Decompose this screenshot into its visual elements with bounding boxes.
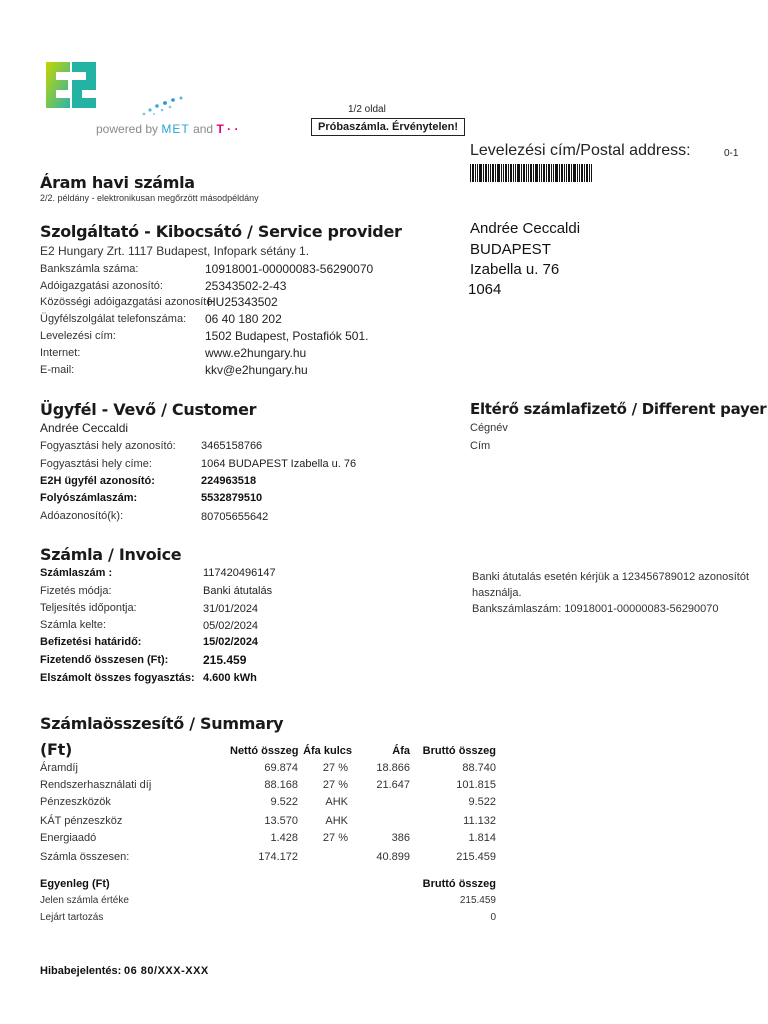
summary-item-name: Energiaadó: [40, 832, 97, 844]
customer-label: Folyószámlaszám:: [40, 492, 138, 504]
provider-label: Bankszámla száma:: [40, 263, 139, 275]
fault-report-phone[interactable]: 06 80/XXX-XXX: [124, 965, 209, 977]
invoice-value: 117420496147: [203, 567, 276, 579]
balance-title: Egyenleg (Ft): [40, 878, 110, 890]
summary-item-name: KÁT pénzeszköz: [40, 815, 123, 827]
summary-header: Nettó összeg: [230, 745, 299, 757]
provider-label: Ügyfélszolgálat telefonszáma:: [40, 313, 187, 325]
invoice-subtitle: 2/2. példány - elektronikusan megőrzött másodpéldány: [40, 193, 259, 203]
customer-label: Fogyasztási hely címe:: [40, 458, 152, 470]
provider-value: 06 40 180 202: [205, 312, 282, 326]
summary-unit: (Ft): [40, 740, 73, 759]
summary-rate: 27 %: [322, 762, 348, 774]
summary-header: Áfa kulcs: [303, 745, 352, 757]
summary-gross: 9.522: [468, 796, 496, 808]
invoice-label: Fizetendő összesen (Ft):: [40, 654, 169, 666]
fault-report-label: Hibabejelentés:: [40, 965, 122, 977]
customer-value: 5532879510: [201, 492, 263, 504]
summary-total-vat: 40.899: [376, 851, 410, 863]
provider-value: 1502 Budapest, Postafiók 501.: [205, 329, 369, 343]
customer-label: E2H ügyfél azonosító:: [40, 475, 155, 487]
provider-title: Szolgáltató - Kibocsátó / Service provider: [40, 222, 402, 241]
postal-address-title: Levelezési cím/Postal address:: [470, 142, 691, 159]
invoice-label: Befizetési határidő:: [40, 636, 142, 648]
summary-total-name: Számla összesen:: [40, 851, 130, 863]
invoice-main-title: Áram havi számla: [40, 173, 195, 192]
customer-label: Adóazonosító(k):: [40, 510, 124, 522]
postal-street: Izabella u. 76: [470, 261, 560, 278]
payer-company: Cégnév: [470, 422, 508, 434]
test-invoice-stamp: Próbaszámla. Érvénytelen!: [311, 118, 465, 136]
provider-address: E2 Hungary Zrt. 1117 Budapest, Infopark sétány 1.: [40, 244, 310, 258]
postal-zip: 1064: [468, 281, 502, 298]
summary-item-name: Rendszerhasználati díj: [40, 779, 152, 791]
customer-label: Fogyasztási hely azonosító:: [40, 440, 176, 452]
summary-rate: AHK: [325, 796, 348, 808]
summary-vat: 18.866: [376, 762, 410, 774]
summary-gross: 88.740: [462, 762, 496, 774]
different-payer-title: Eltérő számlafizető / Different payer: [470, 400, 767, 418]
invoice-label: Elszámolt összes fogyasztás:: [40, 672, 195, 684]
provider-label: Internet:: [40, 347, 81, 359]
summary-total-gross: 215.459: [456, 851, 496, 863]
balance-item-name: Jelen számla értéke: [40, 895, 129, 906]
transfer-note: Banki átutalás esetén kérjük a 123456789012 azonosítót: [472, 571, 750, 583]
summary-header: Bruttó összeg: [422, 745, 496, 757]
summary-header: Áfa: [392, 745, 410, 757]
summary-net: 13.570: [264, 815, 298, 827]
invoice-value: 15/02/2024: [203, 636, 259, 648]
summary-vat: 386: [391, 832, 410, 844]
summary-total-net: 174.172: [258, 851, 298, 863]
summary-net: 88.168: [264, 779, 298, 791]
provider-label: Közösségi adóigazgatási azonosító:: [40, 296, 216, 308]
customer-title: Ügyfél - Vevő / Customer: [40, 400, 257, 419]
provider-email[interactable]: kkv@e2hungary.hu: [205, 363, 308, 377]
page-number: 1/2 oldal: [348, 104, 386, 115]
summary-net: 1.428: [270, 832, 298, 844]
summary-net: 9.522: [270, 796, 298, 808]
provider-website[interactable]: www.e2hungary.hu: [205, 346, 307, 360]
invoice-label: Számlaszám :: [40, 567, 113, 579]
summary-item-name: Áramdíj: [40, 762, 78, 774]
e2-logo: [40, 58, 102, 120]
provider-label: Levelezési cím:: [40, 330, 116, 342]
invoice-value: Banki átutalás: [203, 585, 273, 597]
provider-label: E-mail:: [40, 364, 75, 376]
summary-item-name: Pénzeszközök: [40, 796, 111, 808]
summary-vat: 21.647: [376, 779, 410, 791]
postal-city: BUDAPEST: [470, 241, 551, 258]
barcode: [470, 164, 592, 182]
customer-name: Andrée Ceccaldi: [40, 421, 129, 435]
provider-value: 25343502-2-43: [205, 279, 287, 293]
invoice-label: Teljesítés időpontja:: [40, 602, 137, 614]
balance-item-name: Lejárt tartozás: [40, 912, 104, 923]
invoice-value: 4.600 kWh: [203, 672, 257, 684]
invoice-label: Számla kelte:: [40, 619, 107, 631]
balance-gross: 215.459: [459, 895, 496, 906]
summary-rate: 27 %: [322, 779, 348, 791]
postal-name: Andrée Ceccaldi: [470, 220, 581, 237]
balance-header: Bruttó összeg: [422, 878, 496, 890]
met-dots-graphic: [140, 94, 188, 118]
customer-value: 224963518: [201, 475, 257, 487]
invoice-value: 31/01/2024: [203, 603, 259, 615]
invoice-section-title: Számla / Invoice: [40, 545, 182, 564]
provider-value: HU25343502: [207, 295, 278, 309]
summary-title: Számlaösszesítő / Summary: [40, 714, 284, 733]
transfer-bank-account: Bankszámlaszám: 10918001-00000083-56290070: [472, 603, 719, 615]
invoice-value: 215.459: [203, 653, 247, 667]
provider-label: Adóigazgatási azonosító:: [40, 280, 163, 292]
customer-value: 80705655642: [201, 511, 269, 523]
postal-code-tag: 0-1: [724, 148, 739, 159]
balance-gross: 0: [490, 912, 496, 923]
transfer-note: használja.: [472, 587, 522, 599]
summary-gross: 1.814: [468, 832, 496, 844]
summary-gross: 11.132: [463, 815, 496, 827]
invoice-label: Fizetés módja:: [40, 585, 112, 597]
summary-net: 69.874: [264, 762, 298, 774]
summary-rate: AHK: [325, 815, 348, 827]
payer-address: Cím: [470, 440, 491, 452]
powered-by-line: powered by MET and T · ·: [96, 122, 239, 136]
customer-value: 3465158766: [201, 440, 263, 452]
summary-rate: 27 %: [322, 832, 348, 844]
summary-gross: 101.815: [456, 779, 496, 791]
provider-value: 10918001-00000083-56290070: [205, 262, 374, 276]
invoice-value: 05/02/2024: [203, 620, 259, 632]
customer-value: 1064 BUDAPEST Izabella u. 76: [201, 458, 357, 470]
